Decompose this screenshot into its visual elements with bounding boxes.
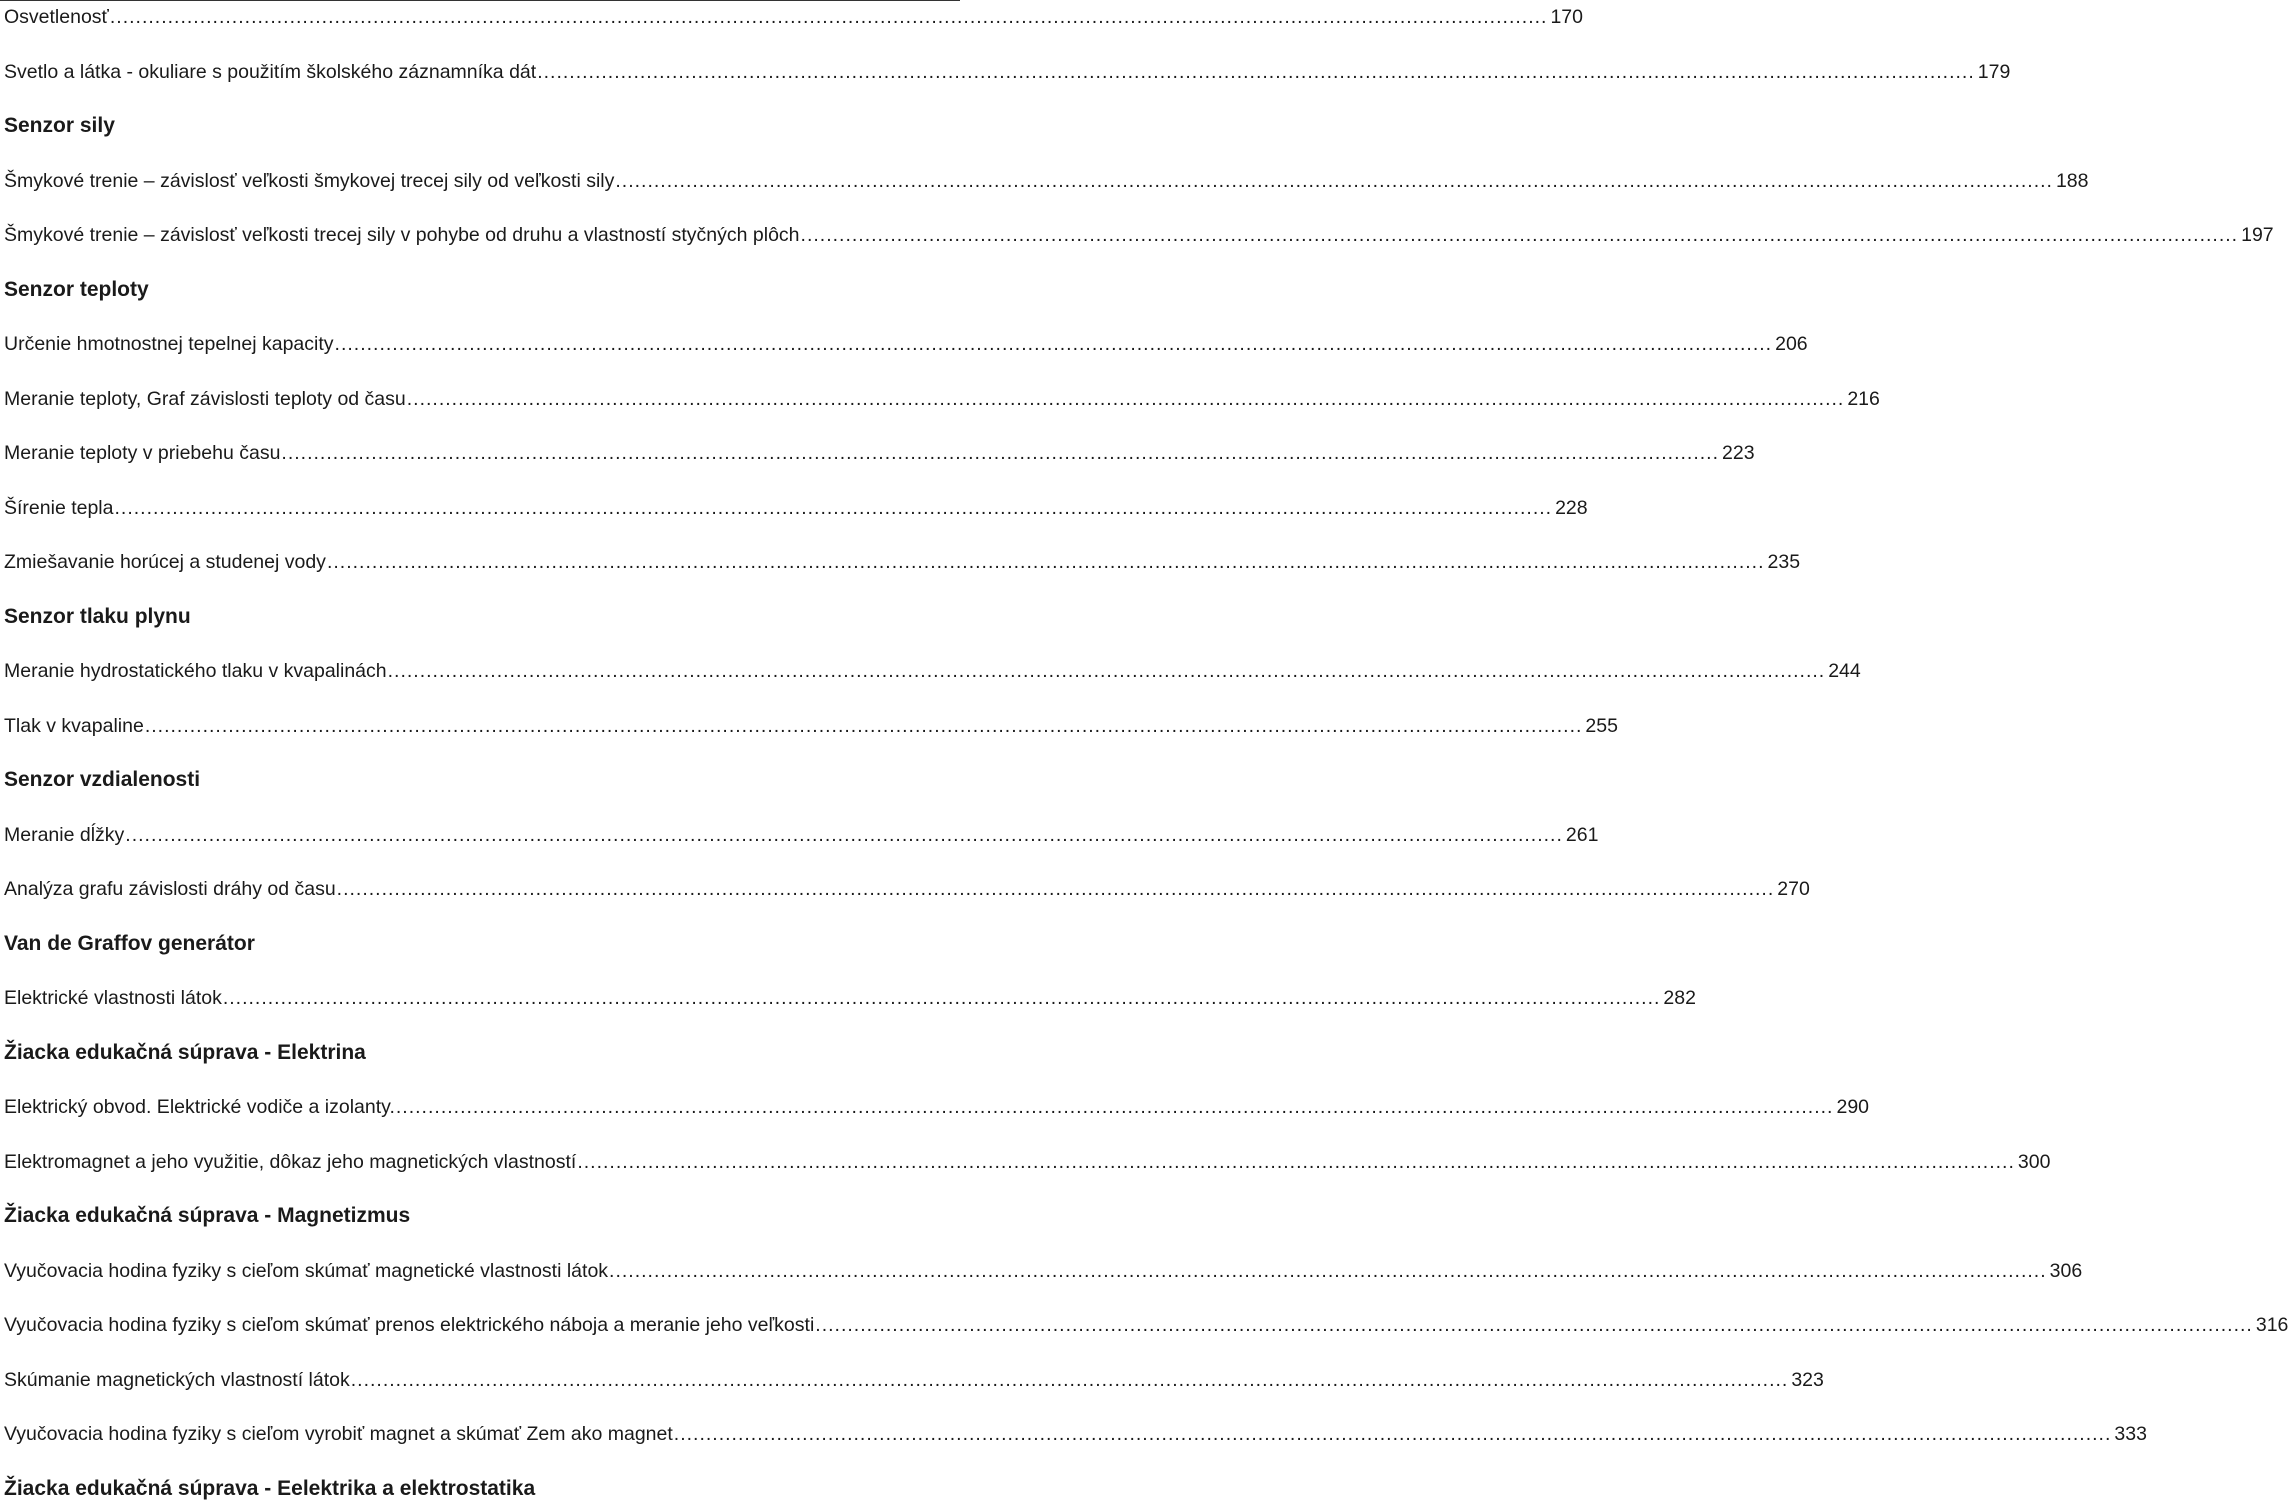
dot-leader bbox=[110, 4, 1548, 30]
toc-entry-title: Svetlo a látka - okuliare s použitím školského záznamníka dát bbox=[4, 60, 537, 83]
section-heading-text: Žiacka edukačná súprava - Elektrina bbox=[4, 1040, 366, 1064]
toc-entry[interactable] bbox=[4, 1258, 2083, 1284]
dot-leader bbox=[337, 876, 1775, 902]
section-heading-text: Van de Graffov generátor bbox=[4, 931, 255, 955]
toc-entry-title: Šírenie tepla bbox=[4, 496, 114, 519]
toc-entry[interactable] bbox=[4, 4, 1583, 30]
toc-section-heading bbox=[4, 767, 954, 793]
toc-entry[interactable] bbox=[4, 1367, 1824, 1393]
toc-entry[interactable] bbox=[4, 822, 1599, 848]
dot-leader bbox=[115, 495, 1553, 521]
dot-leader bbox=[815, 1312, 2253, 1338]
toc-entry-title: Meranie hydrostatického tlaku v kvapalinách bbox=[4, 660, 387, 682]
section-heading-text: Senzor vzdialenosti bbox=[4, 768, 201, 791]
toc-section-heading bbox=[4, 277, 954, 303]
toc-entry-title: Vyučovacia hodina fyziky s cieľom skúmať magnetické vlastnosti látok bbox=[4, 1259, 609, 1282]
toc-entry-title: Skúmanie magnetických vlastností látok bbox=[4, 1368, 350, 1391]
toc-entry[interactable] bbox=[4, 1149, 2051, 1175]
toc-entry-title: Vyučovacia hodina fyziky s cieľom skúmať prenos elektrického náboja a meranie jeho veľkosti bbox=[4, 1314, 815, 1336]
toc-entry[interactable] bbox=[4, 713, 1618, 739]
dot-leader bbox=[223, 985, 1661, 1011]
dot-leader bbox=[335, 331, 1773, 357]
toc-page-number: 261 bbox=[1565, 823, 1599, 846]
toc-entry-title: Analýza grafu závislosti dráhy od času bbox=[4, 878, 336, 900]
toc-section-heading bbox=[4, 1203, 954, 1229]
section-heading-text: Senzor sily bbox=[4, 114, 115, 137]
toc-entry[interactable] bbox=[4, 876, 1810, 902]
dot-leader bbox=[407, 386, 1845, 412]
toc-page-number: 206 bbox=[1775, 333, 1808, 355]
toc-entry-title: Šmykové trenie – závislosť veľkosti šmykovej trecej sily od veľkosti sily bbox=[4, 169, 615, 192]
toc-entry[interactable] bbox=[4, 386, 1880, 412]
toc-entry[interactable] bbox=[4, 985, 1696, 1011]
toc-page-number: 300 bbox=[2017, 1150, 2051, 1173]
dot-leader bbox=[145, 713, 1583, 739]
toc-entry-title: Osvetlenosť bbox=[4, 6, 109, 28]
toc-page-number: 290 bbox=[1836, 1096, 1870, 1118]
dot-leader bbox=[674, 1421, 2112, 1447]
section-heading-text: Žiacka edukačná súprava - Magnetizmus bbox=[4, 1204, 411, 1227]
toc-entry-title: Určenie hmotnostnej tepelnej kapacity bbox=[4, 333, 334, 355]
toc-section-heading bbox=[4, 931, 954, 957]
toc-page-number: 282 bbox=[1663, 987, 1696, 1009]
toc-entry-title: Zmiešavanie horúcej a studenej vody bbox=[4, 551, 326, 573]
toc-page-number: 316 bbox=[2255, 1314, 2288, 1336]
dot-leader bbox=[351, 1367, 1789, 1393]
toc-entry[interactable] bbox=[4, 331, 1808, 357]
toc-section-heading bbox=[4, 1040, 954, 1066]
toc-page-number: 216 bbox=[1847, 387, 1880, 410]
toc-entry[interactable] bbox=[4, 549, 1801, 575]
toc-entry-title: Elektromagnet a jeho využitie, dôkaz jeho magnetických vlastností bbox=[4, 1150, 577, 1173]
toc-entry[interactable] bbox=[4, 495, 1588, 521]
section-heading-text: Žiacka edukačná súprava - Eelektrika a elektrostatika bbox=[4, 1476, 536, 1500]
toc-entry-title: Elektrický obvod. Elektrické vodiče a izolanty. bbox=[4, 1096, 395, 1118]
toc-entry-title: Tlak v kvapaline bbox=[4, 714, 144, 737]
toc-page-number: 333 bbox=[2114, 1423, 2147, 1445]
toc-entry-title: Meranie teploty v priebehu času bbox=[4, 442, 281, 464]
toc-entry-title: Meranie teploty, Graf závislosti teploty od času bbox=[4, 387, 406, 410]
toc-page-number: 255 bbox=[1585, 714, 1618, 737]
section-heading-text: Senzor teploty bbox=[4, 277, 149, 301]
toc-entry-title: Vyučovacia hodina fyziky s cieľom vyrobiť magnet a skúmať Zem ako magnet bbox=[4, 1423, 673, 1445]
toc-page-number: 188 bbox=[2055, 169, 2089, 192]
dot-leader bbox=[281, 440, 1719, 466]
toc-entry[interactable] bbox=[4, 168, 2089, 194]
dot-leader bbox=[577, 1149, 2015, 1175]
dot-leader bbox=[615, 168, 2053, 194]
toc-page-number: 179 bbox=[1977, 60, 2011, 83]
dot-leader bbox=[801, 222, 2239, 248]
page-top-rule bbox=[0, 0, 960, 1]
toc-entry[interactable] bbox=[4, 222, 2274, 248]
toc-page-number: 306 bbox=[2049, 1259, 2083, 1282]
toc-section-heading bbox=[4, 604, 954, 630]
toc-page-number: 170 bbox=[1550, 6, 1583, 28]
toc-page-number: 228 bbox=[1555, 496, 1588, 519]
toc-page-number: 270 bbox=[1777, 878, 1810, 900]
toc-entry[interactable] bbox=[4, 59, 2011, 85]
toc-page-number: 235 bbox=[1767, 551, 1801, 573]
dot-leader bbox=[396, 1094, 1834, 1120]
toc-entry[interactable] bbox=[4, 1094, 1870, 1120]
section-heading-text: Senzor tlaku plynu bbox=[4, 604, 191, 628]
toc-page-number: 223 bbox=[1722, 442, 1755, 464]
toc-entry[interactable] bbox=[4, 440, 1755, 466]
toc-page-number: 197 bbox=[2241, 224, 2274, 246]
toc-entry-title: Elektrické vlastnosti látok bbox=[4, 987, 222, 1009]
dot-leader bbox=[327, 549, 1765, 575]
toc-entry[interactable] bbox=[4, 658, 1861, 684]
toc-entry-title: Meranie dĺžky bbox=[4, 823, 125, 846]
dot-leader bbox=[609, 1258, 2047, 1284]
toc-entry[interactable] bbox=[4, 1421, 2147, 1447]
toc-entry[interactable] bbox=[4, 1312, 2288, 1338]
toc-page-number: 323 bbox=[1791, 1368, 1824, 1391]
dot-leader bbox=[388, 658, 1826, 684]
dot-leader bbox=[125, 822, 1563, 848]
dot-leader bbox=[537, 59, 1975, 85]
toc-entry-title: Šmykové trenie – závislosť veľkosti trecej sily v pohybe od druhu a vlastností styčných plôch bbox=[4, 224, 800, 246]
toc-section-heading bbox=[4, 1476, 954, 1502]
toc-page-number: 244 bbox=[1828, 660, 1861, 682]
toc-section-heading bbox=[4, 113, 954, 139]
